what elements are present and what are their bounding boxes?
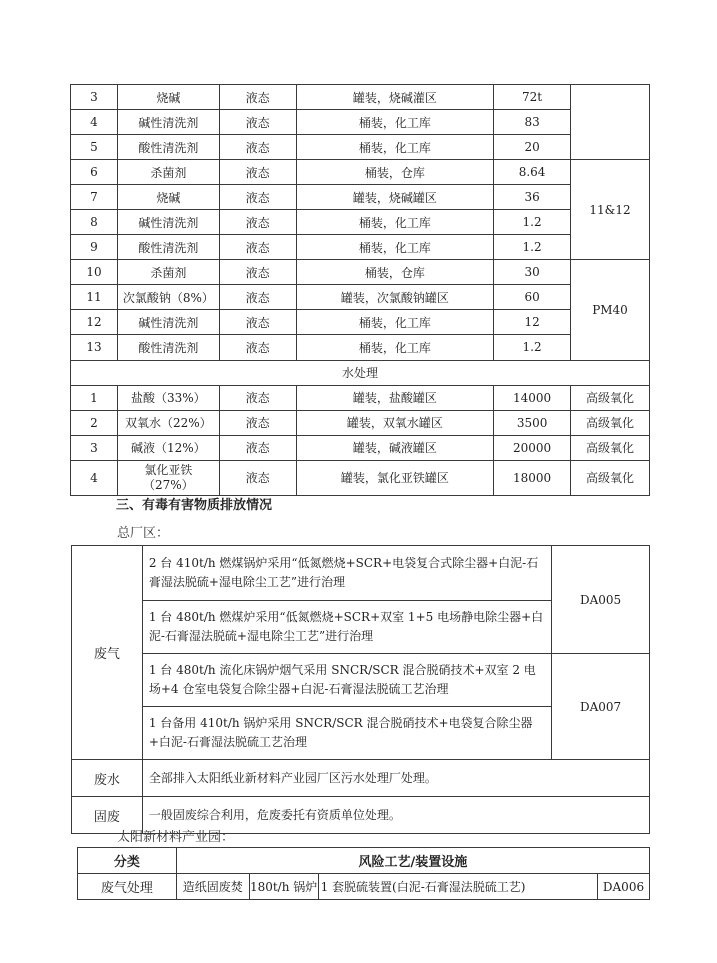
- gas-treatment-item: 1 台 480t/h 燃煤炉采用“低氮燃烧+SCR+双室 1+5 电场静电除尘器+白泥-石膏湿法脱硫+湿电除尘工艺”进行治理: [142, 601, 551, 654]
- amount: 72t: [494, 85, 571, 110]
- table-row: [72, 546, 650, 601]
- chemical-name: 次氯酸钠（8%）: [117, 285, 219, 310]
- physical-state: 液态: [219, 435, 296, 460]
- table-row: [71, 135, 650, 160]
- gas-treatment-item: 1 台 480t/h 流化床锅炉烟气采用 SNCR/SCR 混合脱硝技术+双室 2 电场+4 仓室电袋复合除尘器+白泥-石膏湿法脱硫工艺治理: [142, 654, 551, 707]
- amount: 30: [494, 260, 571, 285]
- storage-method: 桶装，仓库: [296, 260, 494, 285]
- chemical-name: 双氧水（22%）: [117, 410, 219, 435]
- process-cell: 1 套脱硫装置(白泥-石膏湿法脱硫工艺): [318, 874, 597, 900]
- physical-state: 液态: [219, 460, 296, 495]
- row-number: 4: [71, 460, 118, 495]
- physical-state: 液态: [219, 410, 296, 435]
- usage-note: 高级氧化: [571, 385, 650, 410]
- chemical-name: 酸性清洗剂: [117, 135, 219, 160]
- category-exhaust-gas: 废气: [72, 546, 143, 760]
- table-row: [71, 335, 650, 360]
- table-row: [71, 410, 650, 435]
- chemical-name-line1: 氯化亚铁: [144, 462, 193, 477]
- physical-state: 液态: [219, 185, 296, 210]
- physical-state: 液态: [219, 385, 296, 410]
- table-row: [71, 310, 650, 335]
- table-row: [71, 160, 650, 185]
- amount: 3500: [494, 410, 571, 435]
- chemical-name: 酸性清洗剂: [117, 235, 219, 260]
- column-header-process: 风险工艺/装置设施: [176, 848, 649, 874]
- group-cell-empty: [571, 85, 650, 160]
- wastewater-text: 全部排入太阳纸业新材料产业园厂区污水处理厂处理。: [142, 760, 649, 797]
- usage-note: 高级氧化: [571, 435, 650, 460]
- table-row: [71, 460, 650, 495]
- row-number: 3: [71, 85, 118, 110]
- main-plant-label: 总厂区：: [117, 526, 170, 541]
- chemical-name: 碱性清洗剂: [117, 210, 219, 235]
- row-number: 2: [71, 410, 118, 435]
- physical-state: 液态: [219, 335, 296, 360]
- table-row: [71, 260, 650, 285]
- outlet-code: DA006: [597, 874, 649, 900]
- chemical-name: 碱性清洗剂: [117, 310, 219, 335]
- group-label: PM40: [571, 260, 650, 360]
- storage-method: 罐装，碱液罐区: [296, 435, 494, 460]
- chemical-name: 酸性清洗剂: [117, 335, 219, 360]
- physical-state: 液态: [219, 235, 296, 260]
- outlet-code: DA007: [552, 654, 650, 760]
- table-row: [72, 760, 650, 797]
- solid-waste-text: 一般固废综合利用，危废委托有资质单位处理。: [142, 797, 649, 834]
- category-cell: 废气处理: [78, 874, 177, 900]
- amount: 12: [494, 310, 571, 335]
- amount: 1.2: [494, 210, 571, 235]
- row-number: 4: [71, 110, 118, 135]
- storage-method: 罐装，次氯酸钠罐区: [296, 285, 494, 310]
- amount: 14000: [494, 385, 571, 410]
- table-row: [71, 85, 650, 110]
- chemical-name: 盐酸（33%）: [117, 385, 219, 410]
- row-number: 3: [71, 435, 118, 460]
- table-row: [71, 285, 650, 310]
- amount: 36: [494, 185, 571, 210]
- chemical-name-line2: （27%）: [142, 477, 194, 492]
- physical-state: 液态: [219, 160, 296, 185]
- chemical-name: 杀菌剂: [117, 160, 219, 185]
- amount: 20: [494, 135, 571, 160]
- table-row: [71, 210, 650, 235]
- row-number: 6: [71, 160, 118, 185]
- park-process-table: [77, 847, 650, 900]
- table-row: [71, 235, 650, 260]
- physical-state: 液态: [219, 310, 296, 335]
- physical-state: 液态: [219, 135, 296, 160]
- table-header-row: [78, 848, 650, 874]
- storage-method: 罐装，盐酸罐区: [296, 385, 494, 410]
- storage-method: 桶装，化工库: [296, 235, 494, 260]
- amount: 60: [494, 285, 571, 310]
- category-wastewater: 废水: [72, 760, 143, 797]
- chemical-storage-table: [70, 84, 650, 496]
- row-number: 12: [71, 310, 118, 335]
- section-heading-water-treatment: 水处理: [71, 360, 650, 385]
- outlet-code: DA005: [552, 546, 650, 654]
- storage-method: 罐装，氯化亚铁罐区: [296, 460, 494, 495]
- table-row: [71, 110, 650, 135]
- chemical-name: [117, 460, 219, 495]
- process-cell: 造纸固废焚: [176, 874, 249, 900]
- storage-method: 桶装，化工库: [296, 110, 494, 135]
- storage-method: 桶装，化工库: [296, 335, 494, 360]
- row-number: 13: [71, 335, 118, 360]
- section-3-title: 三、有毒有害物质排放情况: [116, 498, 273, 513]
- storage-method: 桶装，化工库: [296, 310, 494, 335]
- chemical-name: 烧碱: [117, 85, 219, 110]
- column-header-category: 分类: [78, 848, 177, 874]
- storage-method: 桶装，化工库: [296, 210, 494, 235]
- category-solid-waste: 固废: [72, 797, 143, 834]
- row-number: 8: [71, 210, 118, 235]
- gas-treatment-item: 1 台备用 410t/h 锅炉采用 SNCR/SCR 混合脱硝技术+电袋复合除尘器+白泥-石膏湿法脱硫工艺治理: [142, 707, 551, 760]
- amount: 1.2: [494, 335, 571, 360]
- process-cell: 180t/h 锅炉: [249, 874, 318, 900]
- chemical-name: 碱性清洗剂: [117, 110, 219, 135]
- chemical-name: 杀菌剂: [117, 260, 219, 285]
- emission-table: [71, 545, 650, 834]
- table-row: [71, 185, 650, 210]
- storage-method: 罐装，烧碱灌区: [296, 85, 494, 110]
- physical-state: 液态: [219, 85, 296, 110]
- physical-state: 液态: [219, 210, 296, 235]
- section-row: [71, 360, 650, 385]
- gas-treatment-item: 2 台 410t/h 燃煤锅炉采用“低氮燃烧+SCR+电袋复合式除尘器+白泥-石膏湿法脱硫+湿电除尘工艺”进行治理: [142, 546, 551, 601]
- amount: 83: [494, 110, 571, 135]
- storage-method: 罐装，双氧水罐区: [296, 410, 494, 435]
- table-row: [72, 654, 650, 707]
- amount: 20000: [494, 435, 571, 460]
- usage-note: 高级氧化: [571, 460, 650, 495]
- amount: 1.2: [494, 235, 571, 260]
- group-label: 11&12: [571, 160, 650, 260]
- amount: 8.64: [494, 160, 571, 185]
- row-number: 5: [71, 135, 118, 160]
- table-row: [78, 874, 650, 900]
- physical-state: 液态: [219, 260, 296, 285]
- chemical-name: 烧碱: [117, 185, 219, 210]
- storage-method: 罐装，烧碱罐区: [296, 185, 494, 210]
- row-number: 7: [71, 185, 118, 210]
- row-number: 1: [71, 385, 118, 410]
- usage-note: 高级氧化: [571, 410, 650, 435]
- storage-method: 桶装，化工库: [296, 135, 494, 160]
- park-label: 太阳新材料产业园：: [117, 830, 235, 845]
- table-row: [71, 385, 650, 410]
- physical-state: 液态: [219, 285, 296, 310]
- row-number: 10: [71, 260, 118, 285]
- physical-state: 液态: [219, 110, 296, 135]
- row-number: 11: [71, 285, 118, 310]
- table-row: [71, 435, 650, 460]
- storage-method: 桶装，仓库: [296, 160, 494, 185]
- chemical-name: 碱液（12%）: [117, 435, 219, 460]
- amount: 18000: [494, 460, 571, 495]
- row-number: 9: [71, 235, 118, 260]
